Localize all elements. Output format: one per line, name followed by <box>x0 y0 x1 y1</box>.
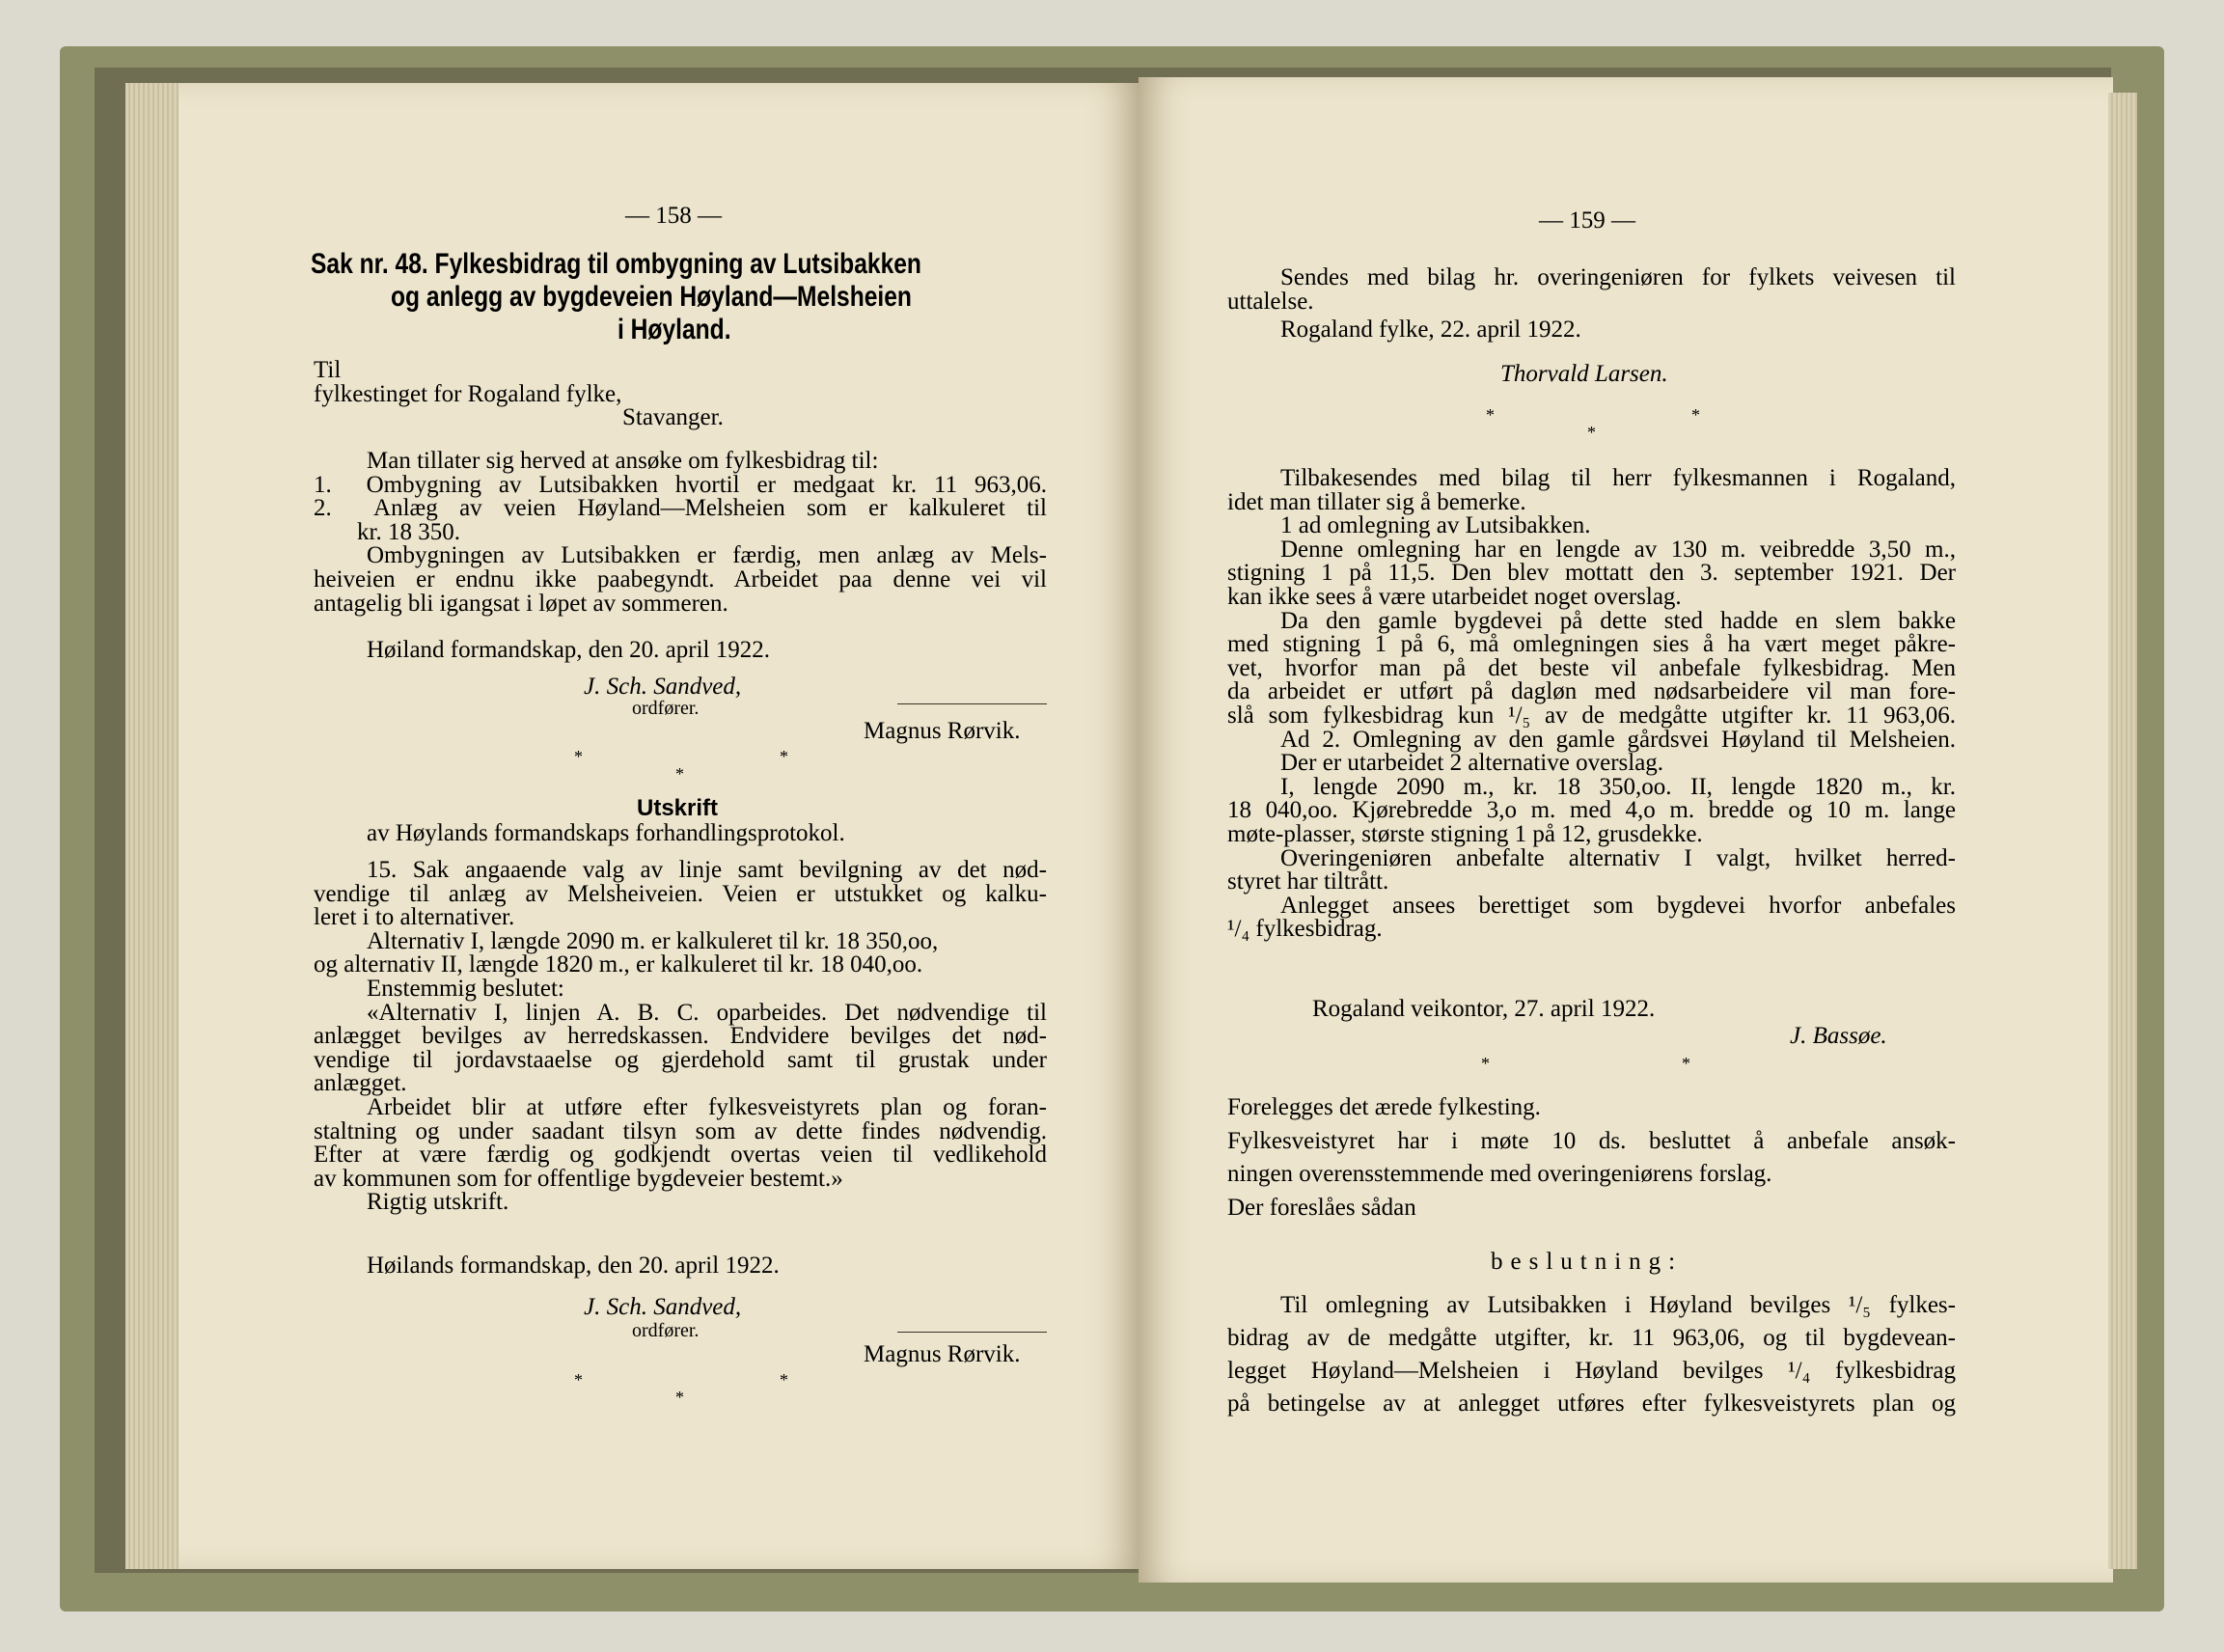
body-line: møte-plasser, største stigning 1 på 12, grusdekke. <box>1227 820 1703 847</box>
address-line: Til <box>314 357 342 383</box>
asterisk: * <box>1486 405 1495 425</box>
page-number-left: — 158 — <box>625 203 722 229</box>
asterisk: * <box>675 1388 684 1407</box>
body-line: bidrag av de medgåtte utgifter, kr. 11 963,06, og til bygdevean- <box>1227 1325 1956 1351</box>
body-line: Man tillater sig herved at ansøke om fylkesbidrag til: <box>367 448 879 474</box>
signature-title: ordfører. <box>632 698 700 719</box>
body-line: leret i to alternativer. <box>314 904 515 931</box>
address-line: Stavanger. <box>622 404 724 431</box>
body-line: Der er utarbeidet 2 alternative overslag. <box>1280 750 1664 777</box>
engineer-body <box>1227 467 1956 942</box>
body-line: Til omlegning av Lutsibakken i Høyland bevilges ¹/₅ fylkes- <box>1280 1292 1956 1318</box>
body-line: med stigning 1 på 6, må omlegningen sies å ha vært meget påkre- <box>1227 631 1956 658</box>
body-line: Arbeidet blir at utføre efter fylkesveistyrets plan og foran- <box>367 1093 1047 1120</box>
body-line: legget Høyland—Melsheien i Høyland bevilges ¹/₄ fylkesbidrag <box>1227 1358 1956 1384</box>
body-line: anlægget bevilges av herredskassen. Endvidere bevilges det nød- <box>314 1023 1047 1050</box>
asterisk: * <box>1481 1054 1490 1073</box>
section-subtitle: av Høylands formandskaps forhandlingsprotokol. <box>367 820 845 846</box>
body-line: Alternativ I, længde 2090 m. er kalkuleret til kr. 18 350,oo, <box>367 927 939 954</box>
asterisk: * <box>1587 423 1596 442</box>
date-line: Høiland formandskap, den 20. april 1922. <box>367 637 770 663</box>
body-line: på betingelse av at anlegget utføres efter fylkesveistyrets plan og <box>1227 1390 1956 1417</box>
body-line: ningen overensstemmende med overingeniørens forslag. <box>1227 1161 1772 1188</box>
body-line: stigning 1 på 11,5. Den blev mottatt den 3. september 1921. Der <box>1227 560 1956 587</box>
heading-line-1: Sak nr. 48. Fylkesbidrag til ombygning av Lutsibakken <box>311 248 921 280</box>
asterisk: * <box>675 764 684 784</box>
asterisk: * <box>574 747 583 766</box>
body-line: kan ikke sees å være utarbeidet noget overslag. <box>1227 583 1682 610</box>
body-line: Denne omlegning har en lengde av 130 m. veibredde 3,50 m., <box>1280 536 1956 563</box>
body-line: vet, hvorfor man på det beste vil anbefale fylkesbidrag. Men <box>1227 654 1956 681</box>
signature-name: Thorvald Larsen. <box>1500 361 1668 387</box>
heading-line-2: og anlegg av bygdeveien Høyland—Melsheien <box>391 281 912 313</box>
body-line: og alternativ II, længde 1820 m., er kalkuleret til kr. 18 040,oo. <box>314 951 923 978</box>
body-line: da arbeidet er utført på dagløn med nødsarbeidere vil man fore- <box>1227 678 1956 705</box>
address-line: fylkestinget for Rogaland fylke, <box>314 380 622 407</box>
body-line: antagelig bli igangsat i løpet av sommeren. <box>314 590 728 617</box>
body-line: Sendes med bilag hr. overingeniøren for fylkets veivesen til <box>1280 264 1956 290</box>
asterisk: * <box>574 1370 583 1390</box>
section-title: Utskrift <box>637 795 719 821</box>
asterisk: * <box>780 747 788 766</box>
body-line: slå som fylkesbidrag kun ¹/₅ av de medgåtte utgifter kr. 11 963,06. <box>1227 702 1956 729</box>
body-line: av kommunen som for offentlige bygdeveier bestemt.» <box>314 1165 843 1192</box>
letter-body <box>314 450 1047 616</box>
board-body <box>1227 1096 1956 1220</box>
signature-name: J. Sch. Sandved, <box>584 674 742 700</box>
body-line: vendige til anlæg av Melsheiveien. Veien er utstukket og kalku- <box>314 880 1047 907</box>
body-line: uttalelse. <box>1227 288 1314 315</box>
asterisk: * <box>1691 405 1700 425</box>
body-line: Ad 2. Omlegning av den gamle gårdsvei Høyland til Melsheien. <box>1280 726 1956 753</box>
protocol-body <box>314 859 1047 1215</box>
left-page-edges <box>125 83 178 1569</box>
body-line: 2. Anlæg av veien Høyland—Melsheien som er kalkuleret til <box>314 495 1047 522</box>
date-line: Rogaland veikontor, 27. april 1922. <box>1312 996 1656 1022</box>
signature-rule <box>897 703 1047 704</box>
date-line: Rogaland fylke, 22. april 1922. <box>1280 317 1581 343</box>
body-line: 1. Ombygning av Lutsibakken hvortil er medgaat kr. 11 963,06. <box>314 471 1047 498</box>
body-line: Forelegges det ærede fylkesting. <box>1227 1094 1541 1120</box>
body-line: staltning og under saadant tilsyn som av dette findes nødvendig. <box>314 1117 1047 1144</box>
body-line: anlægget. <box>314 1070 407 1097</box>
signature-other: Magnus Rørvik. <box>864 1341 1021 1367</box>
body-line: kr. 18 350. <box>357 518 460 545</box>
resolution-heading: beslutning: <box>1491 1249 1684 1275</box>
signature-name: J. Sch. Sandved, <box>584 1294 742 1320</box>
body-line: I, lengde 2090 m., kr. 18 350,oo. II, lengde 1820 m., kr. <box>1280 773 1956 800</box>
body-line: Efter at være færdig og godkjendt overtas veien til vedlikehold <box>314 1142 1047 1169</box>
body-line: «Alternativ I, linjen A. B. C. oparbeides. Det nødvendige til <box>367 999 1047 1026</box>
body-line: Ombygningen av Lutsibakken er færdig, men anlæg av Mels- <box>367 542 1047 569</box>
page-number-right: — 159 — <box>1539 207 1635 234</box>
body-line: Overingeniøren anbefalte alternativ I valgt, hvilket herred- <box>1280 844 1956 871</box>
body-line: Der foreslåes sådan <box>1227 1194 1416 1221</box>
body-line: 15. Sak angaaende valg av linje samt bevilgning av det nød- <box>367 857 1047 883</box>
body-line: ¹/₄ fylkesbidrag. <box>1227 916 1383 943</box>
body-line: Fylkesveistyret har i møte 10 ds. besluttet å anbefale ansøk- <box>1227 1127 1956 1154</box>
resolution-body <box>1227 1289 1956 1420</box>
body-line: Da den gamle bygdevei på dette sted hadde en slem bakke <box>1280 607 1956 634</box>
body-line: 1 ad omlegning av Lutsibakken. <box>1280 512 1591 539</box>
asterisk: * <box>1682 1054 1690 1073</box>
heading-line-3: i Høyland. <box>618 314 731 345</box>
body-line: heiveien er endnu ikke paabegyndt. Arbeidet paa denne vei vil <box>314 565 1047 592</box>
referral-body <box>1227 266 1956 314</box>
signature-rule <box>897 1332 1047 1333</box>
signature-title: ordfører. <box>632 1320 700 1341</box>
body-line: Enstemmig beslutet: <box>367 975 564 1002</box>
body-line: 18 040,oo. Kjørebredde 3,o m. med 4,o m. bredde og 10 m. lange <box>1227 797 1956 824</box>
right-page-edges <box>2108 93 2137 1569</box>
signature-other: Magnus Rørvik. <box>864 718 1021 744</box>
body-line: idet man tillater sig å bemerke. <box>1227 488 1526 515</box>
asterisk: * <box>780 1370 788 1390</box>
body-line: vendige til jordavstaaelse og gjerdehold samt til grustak under <box>314 1046 1047 1073</box>
signature-name: J. Bassøe. <box>1790 1023 1887 1049</box>
date-line: Høilands formandskap, den 20. april 1922. <box>367 1253 780 1279</box>
body-line: Anlegget ansees berettiget som bygdevei hvorfor anbefales <box>1280 892 1956 919</box>
body-line: styret har tiltrått. <box>1227 868 1389 895</box>
address-block <box>314 359 1047 430</box>
body-line: Tilbakesendes med bilag til herr fylkesmannen i Rogaland, <box>1280 465 1956 491</box>
body-line: Rigtig utskrift. <box>367 1189 509 1216</box>
